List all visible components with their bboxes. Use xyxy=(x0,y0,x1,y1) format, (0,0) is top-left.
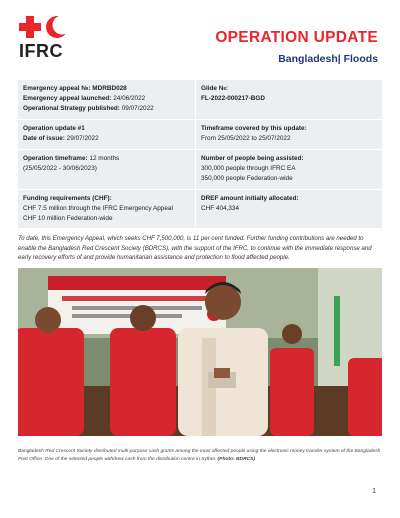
operation-timeframe-dates: (25/05/2022 - 30/06/2023) xyxy=(23,165,97,172)
appeal-number: Emergency appeal №: MDRBD028 xyxy=(23,85,127,92)
summary-row-funding xyxy=(18,190,382,228)
dref-value: CHF 404,334 xyxy=(201,205,240,212)
update-number: Operation update #1 xyxy=(23,125,85,132)
operation-timeframe-value: 12 months xyxy=(87,155,120,162)
glide-label: Glide №: xyxy=(201,85,229,92)
funding-ifrc: CHF 7.5 million through the IFRC Emergency Appeal xyxy=(23,205,173,212)
strategy-label: Operational Strategy published: xyxy=(23,105,120,112)
page-number: 1 xyxy=(372,488,376,495)
funding-label: Funding requirements (CHF): xyxy=(23,195,112,202)
people-assisted-federation: 350,000 people Federation-wide xyxy=(201,175,293,182)
ifrc-logo xyxy=(18,14,78,60)
dref-label: DREF amount initially allocated: xyxy=(201,195,299,202)
distribution-photo xyxy=(18,268,382,436)
people-assisted-ifrc: 300,000 people through IFRC EA xyxy=(201,165,296,172)
summary-row-timeframe xyxy=(18,150,382,190)
timeframe-covered-value: From 25/05/2022 to 25/07/2022 xyxy=(201,135,291,142)
intro-paragraph: To date, this Emergency Appeal, which seeks CHF 7,500,000, is 11 per cent funded. Further funding contributions are needed to enable the Bangladesh Red Crescent Society (BDRCS), with the support of the IFRC, to continue with the immediate response and early recovery efforts of and provide humanitarian assistance and protection to flood affected people. xyxy=(18,235,372,261)
timeframe-covered-label: Timeframe covered by this update: xyxy=(201,125,307,132)
summary-row-update xyxy=(18,120,382,150)
photo-caption xyxy=(18,448,382,463)
caption-credit: (Photo: BDRCS) xyxy=(217,456,256,462)
strategy-value: 09/07/2022 xyxy=(119,105,154,112)
page-title: OPERATION UPDATE xyxy=(215,29,378,46)
photo-illustration xyxy=(18,268,382,436)
summary-table xyxy=(18,80,382,228)
glide-value: FL-2022-000217-BGD xyxy=(201,95,265,102)
appeal-launched-value: 24/06/2022 xyxy=(111,95,146,102)
appeal-launched-label: Emergency appeal launched: xyxy=(23,95,112,102)
page-subtitle: Bangladesh| Floods xyxy=(278,53,378,65)
logo-text: IFRC xyxy=(19,41,63,61)
funding-federation: CHF 10 million Federation-wide xyxy=(23,215,113,222)
people-assisted-label: Number of people being assisted: xyxy=(201,155,304,162)
red-cross-crescent-icon xyxy=(18,14,78,40)
caption-text: Bangladesh Red Crescent Society distributed multi-purpose cash grants among the most affected people using the electronic money transfer system of the Bangladesh Post Office. One of the selected people withdrew cash from the distribution centre in Sylhet. xyxy=(18,449,381,462)
issue-date-value: 29/07/2022 xyxy=(64,135,99,142)
summary-row-appeal xyxy=(18,80,382,120)
operation-timeframe-label: Operation timeframe: xyxy=(23,155,88,162)
issue-date-label: Date of issue: xyxy=(23,135,65,142)
